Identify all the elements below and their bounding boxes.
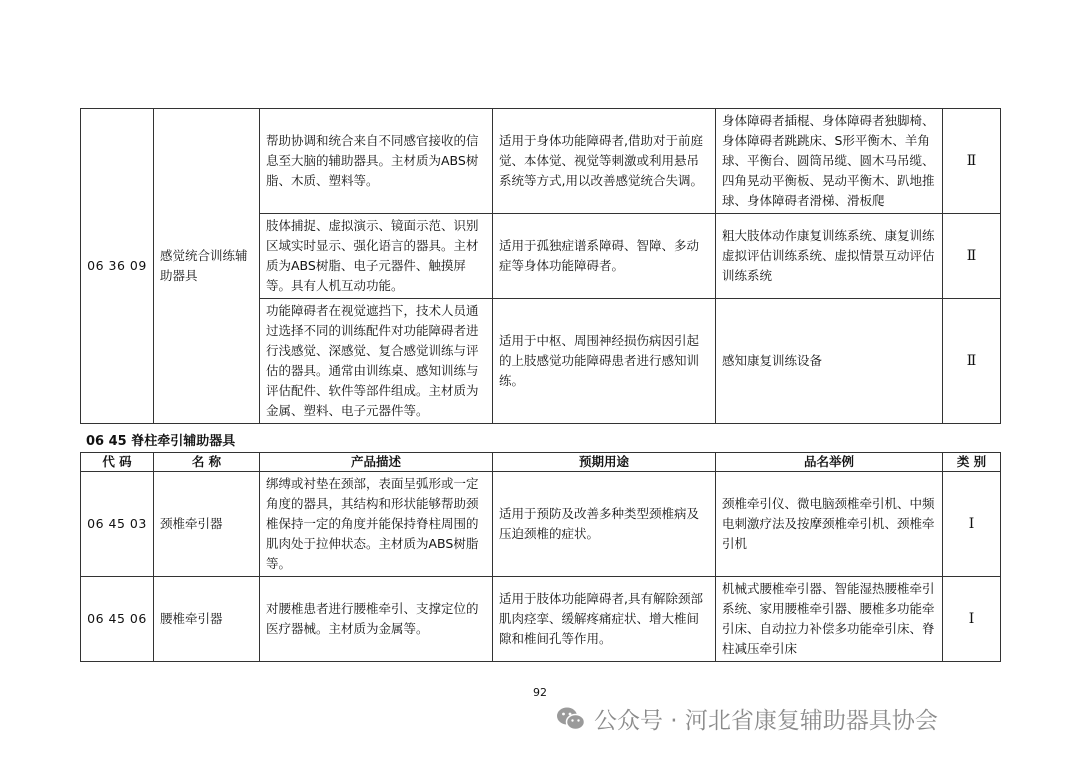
product-category: Ⅱ: [943, 109, 1001, 214]
table-row: [81, 472, 1001, 577]
wechat-icon: [556, 706, 586, 732]
table-row: [81, 577, 1001, 662]
bottom-product-table: [80, 452, 1001, 662]
product-code: 06 36 09: [81, 109, 154, 424]
header-category: 类 别: [943, 453, 1001, 472]
product-code: 06 45 03: [81, 472, 154, 577]
header-name: 名 称: [154, 453, 260, 472]
product-description: 帮助协调和统合来自不同感官接收的信息至大脑的辅助器具。主材质为ABS树脂、木质、塑料等。: [260, 109, 493, 214]
product-category: Ⅰ: [943, 577, 1001, 662]
intended-use: 适用于肢体功能障碍者,具有解除颈部肌肉痉挛、缓解疼痛症状、增大椎间隙和椎间孔等作用。: [493, 577, 716, 662]
table-header-row: [81, 453, 1001, 472]
intended-use: 适用于预防及改善多种类型颈椎病及压迫颈椎的症状。: [493, 472, 716, 577]
header-examples: 品名举例: [716, 453, 943, 472]
product-description: 对腰椎患者进行腰椎牵引、支撑定位的医疗器械。主材质为金属等。: [260, 577, 493, 662]
watermark-text: 公众号 · 河北省康复辅助器具协会: [594, 708, 938, 734]
page-number: 92: [533, 686, 547, 699]
header-intended-use: 预期用途: [493, 453, 716, 472]
product-examples: 颈椎牵引仪、微电脑颈椎牵引机、中频电刺激疗法及按摩颈椎牵引机、颈椎牵引机: [716, 472, 943, 577]
product-examples: 粗大肢体动作康复训练系统、康复训练虚拟评估训练系统、虚拟情景互动评估训练系统: [716, 214, 943, 299]
product-examples: 感知康复训练设备: [716, 299, 943, 424]
section-heading: 06 45 脊柱牵引辅助器具: [86, 434, 236, 449]
product-examples: 身体障碍者插棍、身体障碍者独脚椅、身体障碍者跳跳床、S形平衡木、羊角球、平衡台、圆筒吊缆、圆木马吊缆、四角晃动平衡板、晃动平衡木、趴地推球、身体障碍者滑梯、滑板爬: [716, 109, 943, 214]
header-description: 产品描述: [260, 453, 493, 472]
product-category: Ⅱ: [943, 299, 1001, 424]
product-name: 腰椎牵引器: [154, 577, 260, 662]
product-category: Ⅰ: [943, 472, 1001, 577]
product-description: 肢体捕捉、虚拟演示、镜面示范、识别区域实时显示、强化语言的器具。主材质为ABS树脂、电子元器件、触摸屏等。具有人机互动功能。: [260, 214, 493, 299]
product-name: 颈椎牵引器: [154, 472, 260, 577]
product-description: 绑缚或衬垫在颈部，表面呈弧形或一定角度的器具，其结构和形状能够帮助颈椎保持一定的角度并能保持脊柱周围的肌肉处于拉伸状态。主材质为ABS树脂等。: [260, 472, 493, 577]
header-code: 代 码: [81, 453, 154, 472]
product-category: Ⅱ: [943, 214, 1001, 299]
intended-use: 适用于中枢、周围神经损伤病因引起的上肢感觉功能障碍患者进行感知训练。: [493, 299, 716, 424]
product-name: 感觉统合训练辅助器具: [154, 109, 260, 424]
intended-use: 适用于孤独症谱系障碍、智障、多动症等身体功能障碍者。: [493, 214, 716, 299]
product-code: 06 45 06: [81, 577, 154, 662]
product-examples: 机械式腰椎牵引器、智能湿热腰椎牵引系统、家用腰椎牵引器、腰椎多功能牵引床、自动拉力补偿多功能牵引床、脊柱减压牵引床: [716, 577, 943, 662]
table-row: [81, 109, 1001, 214]
product-description: 功能障碍者在视觉遮挡下，技术人员通过选择不同的训练配件对功能障碍者进行浅感觉、深感觉、复合感觉训练与评估的器具。通常由训练桌、感知训练与评估配件、软件等部件组成。主材质为金属、塑料、电子元器件等。: [260, 299, 493, 424]
intended-use: 适用于身体功能障碍者,借助对于前庭觉、本体觉、视觉等刺激或利用悬吊系统等方式,用以改善感觉统合失调。: [493, 109, 716, 214]
watermark: [556, 702, 938, 735]
top-product-table: [80, 108, 1001, 424]
